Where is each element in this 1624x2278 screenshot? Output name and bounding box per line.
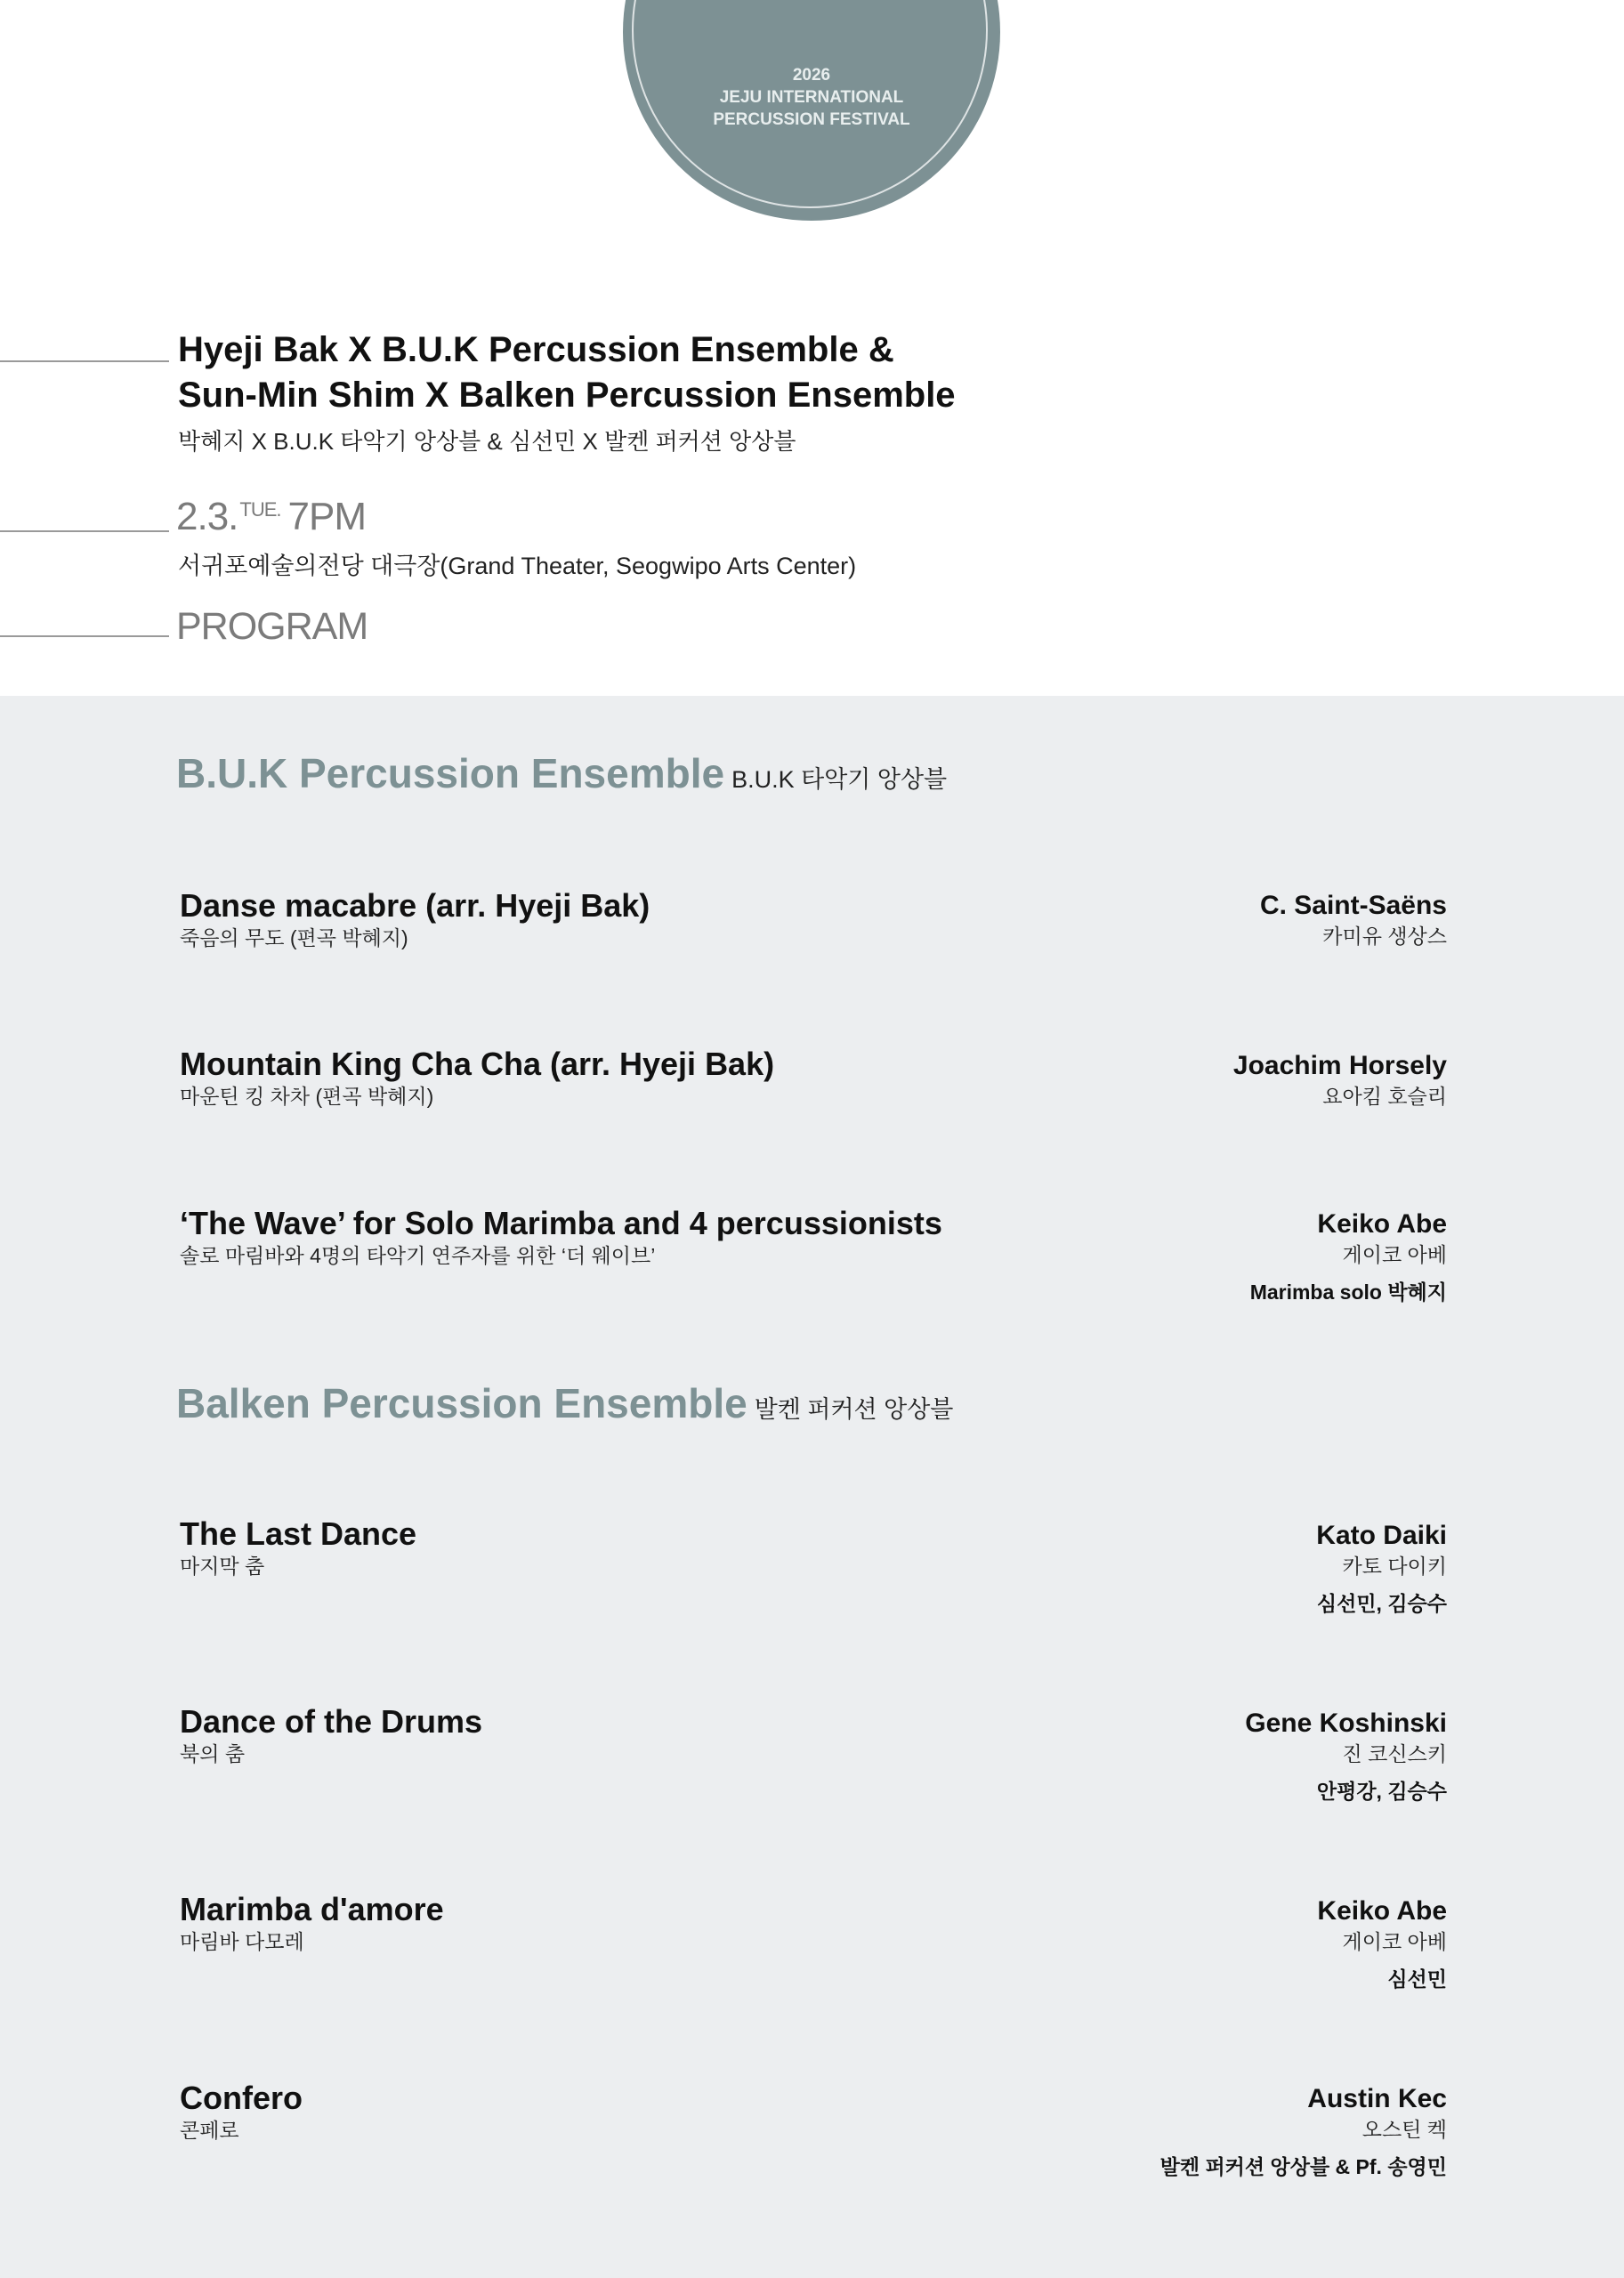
performer-names: 심선민 [1387,1967,1447,1991]
concert-title-line1: Hyeji Bak X B.U.K Percussion Ensemble & [178,330,894,369]
concert-header [0,0,1624,696]
piece-title-ko: 북의 춤 [180,1742,246,1765]
concert-title-ko: 박혜지 X B.U.K 타악기 앙상블 & 심선민 X 발켄 퍼커션 앙상블 [178,428,796,455]
piece-title: Confero [180,2080,303,2116]
composer-info [1260,888,1447,949]
program-list [0,696,1624,2278]
piece-title-ko: 마운틴 킹 차차 (편곡 박혜지) [180,1085,434,1108]
program-item [180,1890,444,1954]
ensemble-name-ko: B.U.K 타악기 앙상블 [731,766,948,793]
program-item [180,1515,416,1579]
composer-name: Gene Koshinski [1245,1708,1447,1738]
ensemble-heading-balken [176,1379,953,1427]
program-item [180,1204,942,1268]
concert-venue: 서귀포예술의전당 대극장(Grand Theater, Seogwipo Arts Center) [178,553,857,579]
festival-name-line2: PERCUSSION FESTIVAL [713,110,910,129]
program-heading: PROGRAM [176,605,368,648]
composer-name-ko: 진 코신스키 [1342,1742,1447,1765]
performer-names: 심선민, 김승수 [1316,1592,1447,1615]
performer-names: Marimba solo 박혜지 [1249,1280,1447,1304]
performer-names: 발켄 퍼커션 앙상블 & Pf. 송영민 [1159,2155,1447,2178]
piece-title-ko: 죽음의 무도 (편곡 박혜지) [180,926,408,949]
composer-name-ko: 요아킴 호슬리 [1322,1085,1447,1108]
piece-title: The Last Dance [180,1515,417,1552]
concert-date [176,495,366,539]
piece-title: Danse macabre (arr. Hyeji Bak) [180,887,650,924]
composer-name: Joachim Horsely [1232,1051,1447,1080]
composer-name-ko: 카미유 생상스 [1322,925,1447,948]
composer-name-ko: 게이코 아베 [1342,1243,1447,1266]
piece-title-ko: 마지막 춤 [180,1555,265,1578]
composer-name-ko: 게이코 아베 [1342,1930,1447,1953]
program-item [180,886,650,950]
composer-name: Austin Kec [1307,2084,1447,2113]
ensemble-heading-buk [176,749,947,797]
piece-title: ‘The Wave’ for Solo Marimba and 4 percussionists [180,1205,942,1241]
concert-title [178,327,956,418]
piece-title-ko: 마림바 다모레 [180,1930,304,1953]
ensemble-name: Balken Percussion Ensemble [176,1380,747,1426]
ensemble-name: B.U.K Percussion Ensemble [176,750,725,796]
performer-names: 안평강, 김승수 [1316,1780,1447,1803]
date-day: TUE. [239,498,281,521]
composer-info [1250,1207,1447,1305]
festival-logo-text [623,64,1000,131]
festival-badge [623,0,1000,221]
composer-name: Keiko Abe [1317,1209,1447,1239]
program-rule [0,635,169,637]
program-item [180,1045,774,1109]
festival-name-line1: JEJU INTERNATIONAL [719,88,904,107]
concert-title-line2: Sun-Min Shim X Balken Percussion Ensemble [178,376,956,415]
program-item [180,2079,303,2143]
date-rule [0,530,169,532]
composer-name-ko: 카토 다이키 [1342,1555,1447,1578]
piece-title-ko: 솔로 마림바와 4명의 타악기 연주자를 위한 ‘더 웨이브’ [180,1244,656,1267]
program-item [180,1702,482,1766]
composer-name-ko: 오스틴 켁 [1361,2118,1447,2141]
date-value: 2.3. [176,495,238,538]
ensemble-name-ko: 발켄 퍼커션 앙상블 [754,1396,954,1423]
piece-title: Mountain King Cha Cha (arr. Hyeji Bak) [180,1046,775,1082]
composer-info [1245,1706,1447,1804]
piece-title-ko: 콘페로 [180,2119,239,2142]
date-time: 7PM [287,495,366,538]
composer-info [1316,1518,1447,1616]
piece-title: Marimba d'amore [180,1891,444,1927]
composer-info [1160,2081,1447,2179]
title-rule [0,360,169,362]
composer-info [1233,1048,1447,1109]
composer-name: Keiko Abe [1317,1896,1447,1926]
festival-year: 2026 [792,66,831,85]
composer-name: C. Saint-Saëns [1259,891,1447,920]
composer-name: Kato Daiki [1316,1521,1447,1550]
piece-title: Dance of the Drums [180,1703,483,1740]
composer-info [1317,1894,1447,1991]
